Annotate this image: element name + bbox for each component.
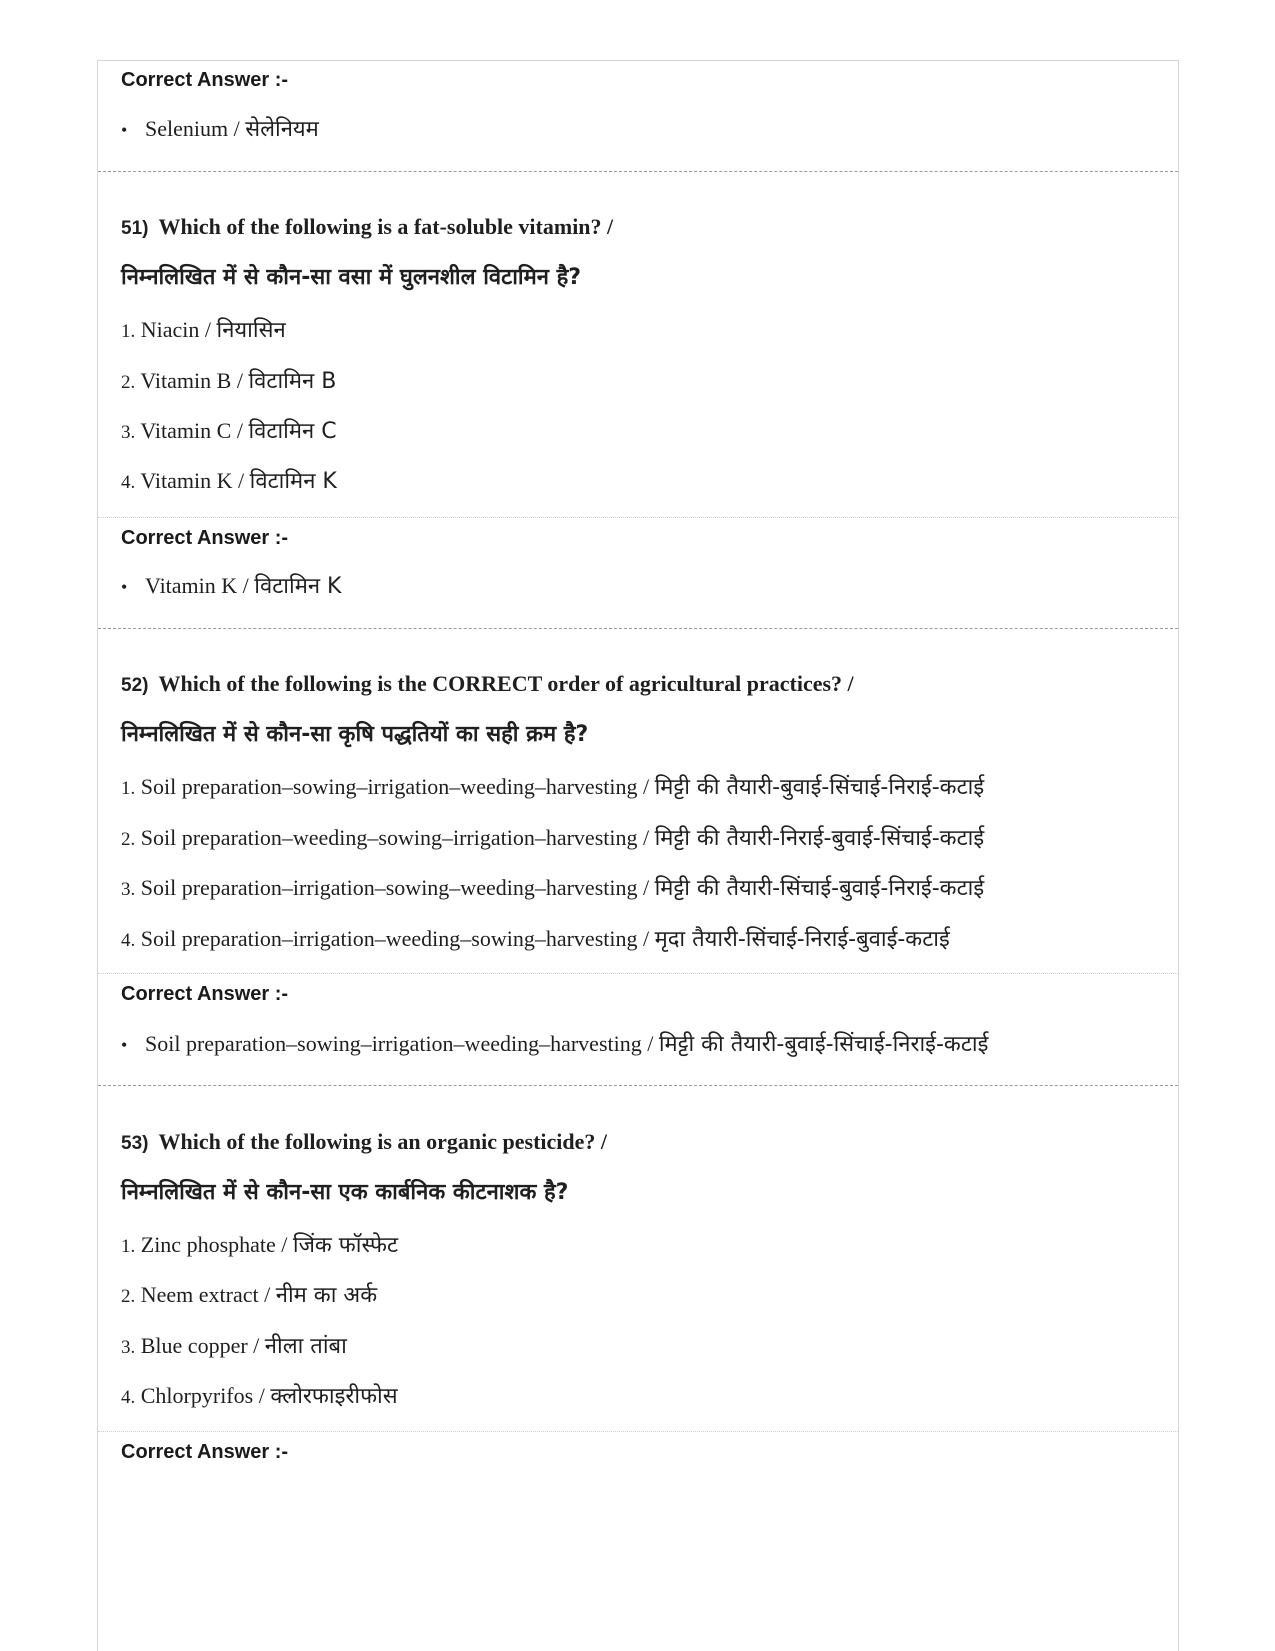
answer-separator bbox=[98, 973, 1178, 974]
option-item: 4. Chlorpyrifos / क्लोरफाइरीफोस bbox=[121, 1383, 398, 1409]
correct-answer-item: • Soil preparation–sowing–irrigation–weeding–harvesting / मिट्टी की तैयारी-बुवाई-सिंचाई-निराई-कटाई bbox=[121, 1031, 989, 1057]
option-item: 3. Soil preparation–irrigation–sowing–weeding–harvesting / मिट्टी की तैयारी-सिंचाई-बुवाई-निराई-कटाई bbox=[121, 875, 985, 901]
bullet-icon: • bbox=[121, 120, 128, 140]
question-text-hi: निम्नलिखित में से कौन-सा वसा में घुलनशील विटामिन है? bbox=[121, 265, 582, 290]
answer-separator bbox=[98, 517, 1178, 518]
option-item: 3. Blue copper / नीला तांबा bbox=[121, 1333, 347, 1359]
option-item: 1. Zinc phosphate / जिंक फॉस्फेट bbox=[121, 1232, 399, 1258]
question-title bbox=[121, 671, 854, 697]
question-divider bbox=[98, 1085, 1178, 1086]
question-text-en: Which of the following is an organic pesticide? / bbox=[158, 1129, 608, 1154]
question-title bbox=[121, 214, 613, 240]
answer-text-hi: सेलेनियम bbox=[245, 117, 319, 142]
option-item: 2. Neem extract / नीम का अर्क bbox=[121, 1282, 378, 1308]
question-divider bbox=[98, 628, 1178, 629]
option-item: 2. Soil preparation–weeding–sowing–irrigation–harvesting / मिट्टी की तैयारी-निराई-बुवाई-सिंचाई-कटाई bbox=[121, 825, 985, 851]
correct-answer-label: Correct Answer :- bbox=[121, 983, 289, 1005]
correct-answer-label: Correct Answer :- bbox=[121, 1441, 289, 1463]
question-paper-page bbox=[97, 60, 1179, 1651]
correct-answer-label: Correct Answer :- bbox=[121, 527, 289, 549]
question-number: 51) bbox=[121, 218, 149, 239]
question-title bbox=[121, 1129, 607, 1155]
question-number: 52) bbox=[121, 675, 149, 696]
option-item: 4. Soil preparation–irrigation–weeding–sowing–harvesting / मृदा तैयारी-सिंचाई-निराई-बुवाई-कटाई bbox=[121, 926, 950, 952]
bullet-icon: • bbox=[121, 577, 128, 597]
question-text-hi: निम्नलिखित में से कौन-सा कृषि पद्धतियों का सही क्रम है? bbox=[121, 722, 589, 747]
question-text-hi: निम्नलिखित में से कौन-सा एक कार्बनिक कीटनाशक है? bbox=[121, 1180, 569, 1205]
correct-answer-label: Correct Answer :- bbox=[121, 69, 289, 91]
answer-separator bbox=[98, 1431, 1178, 1432]
bullet-icon: • bbox=[121, 1035, 128, 1055]
option-item: 1. Niacin / नियासिन bbox=[121, 317, 286, 343]
answer-text-en: Selenium / bbox=[145, 116, 246, 141]
question-text-en: Which of the following is the CORRECT order of agricultural practices? / bbox=[158, 671, 854, 696]
question-number: 53) bbox=[121, 1133, 149, 1154]
option-item: 1. Soil preparation–sowing–irrigation–weeding–harvesting / मिट्टी की तैयारी-बुवाई-सिंचाई-निराई-कटाई bbox=[121, 774, 985, 800]
option-item: 2. Vitamin B / विटामिन B bbox=[121, 368, 337, 394]
question-text-en: Which of the following is a fat-soluble vitamin? / bbox=[158, 214, 614, 239]
correct-answer-item: • Vitamin K / विटामिन K bbox=[121, 573, 342, 599]
option-item: 3. Vitamin C / विटामिन C bbox=[121, 418, 337, 444]
question-divider bbox=[98, 171, 1178, 172]
correct-answer-item bbox=[121, 113, 319, 143]
option-item: 4. Vitamin K / विटामिन K bbox=[121, 468, 337, 494]
